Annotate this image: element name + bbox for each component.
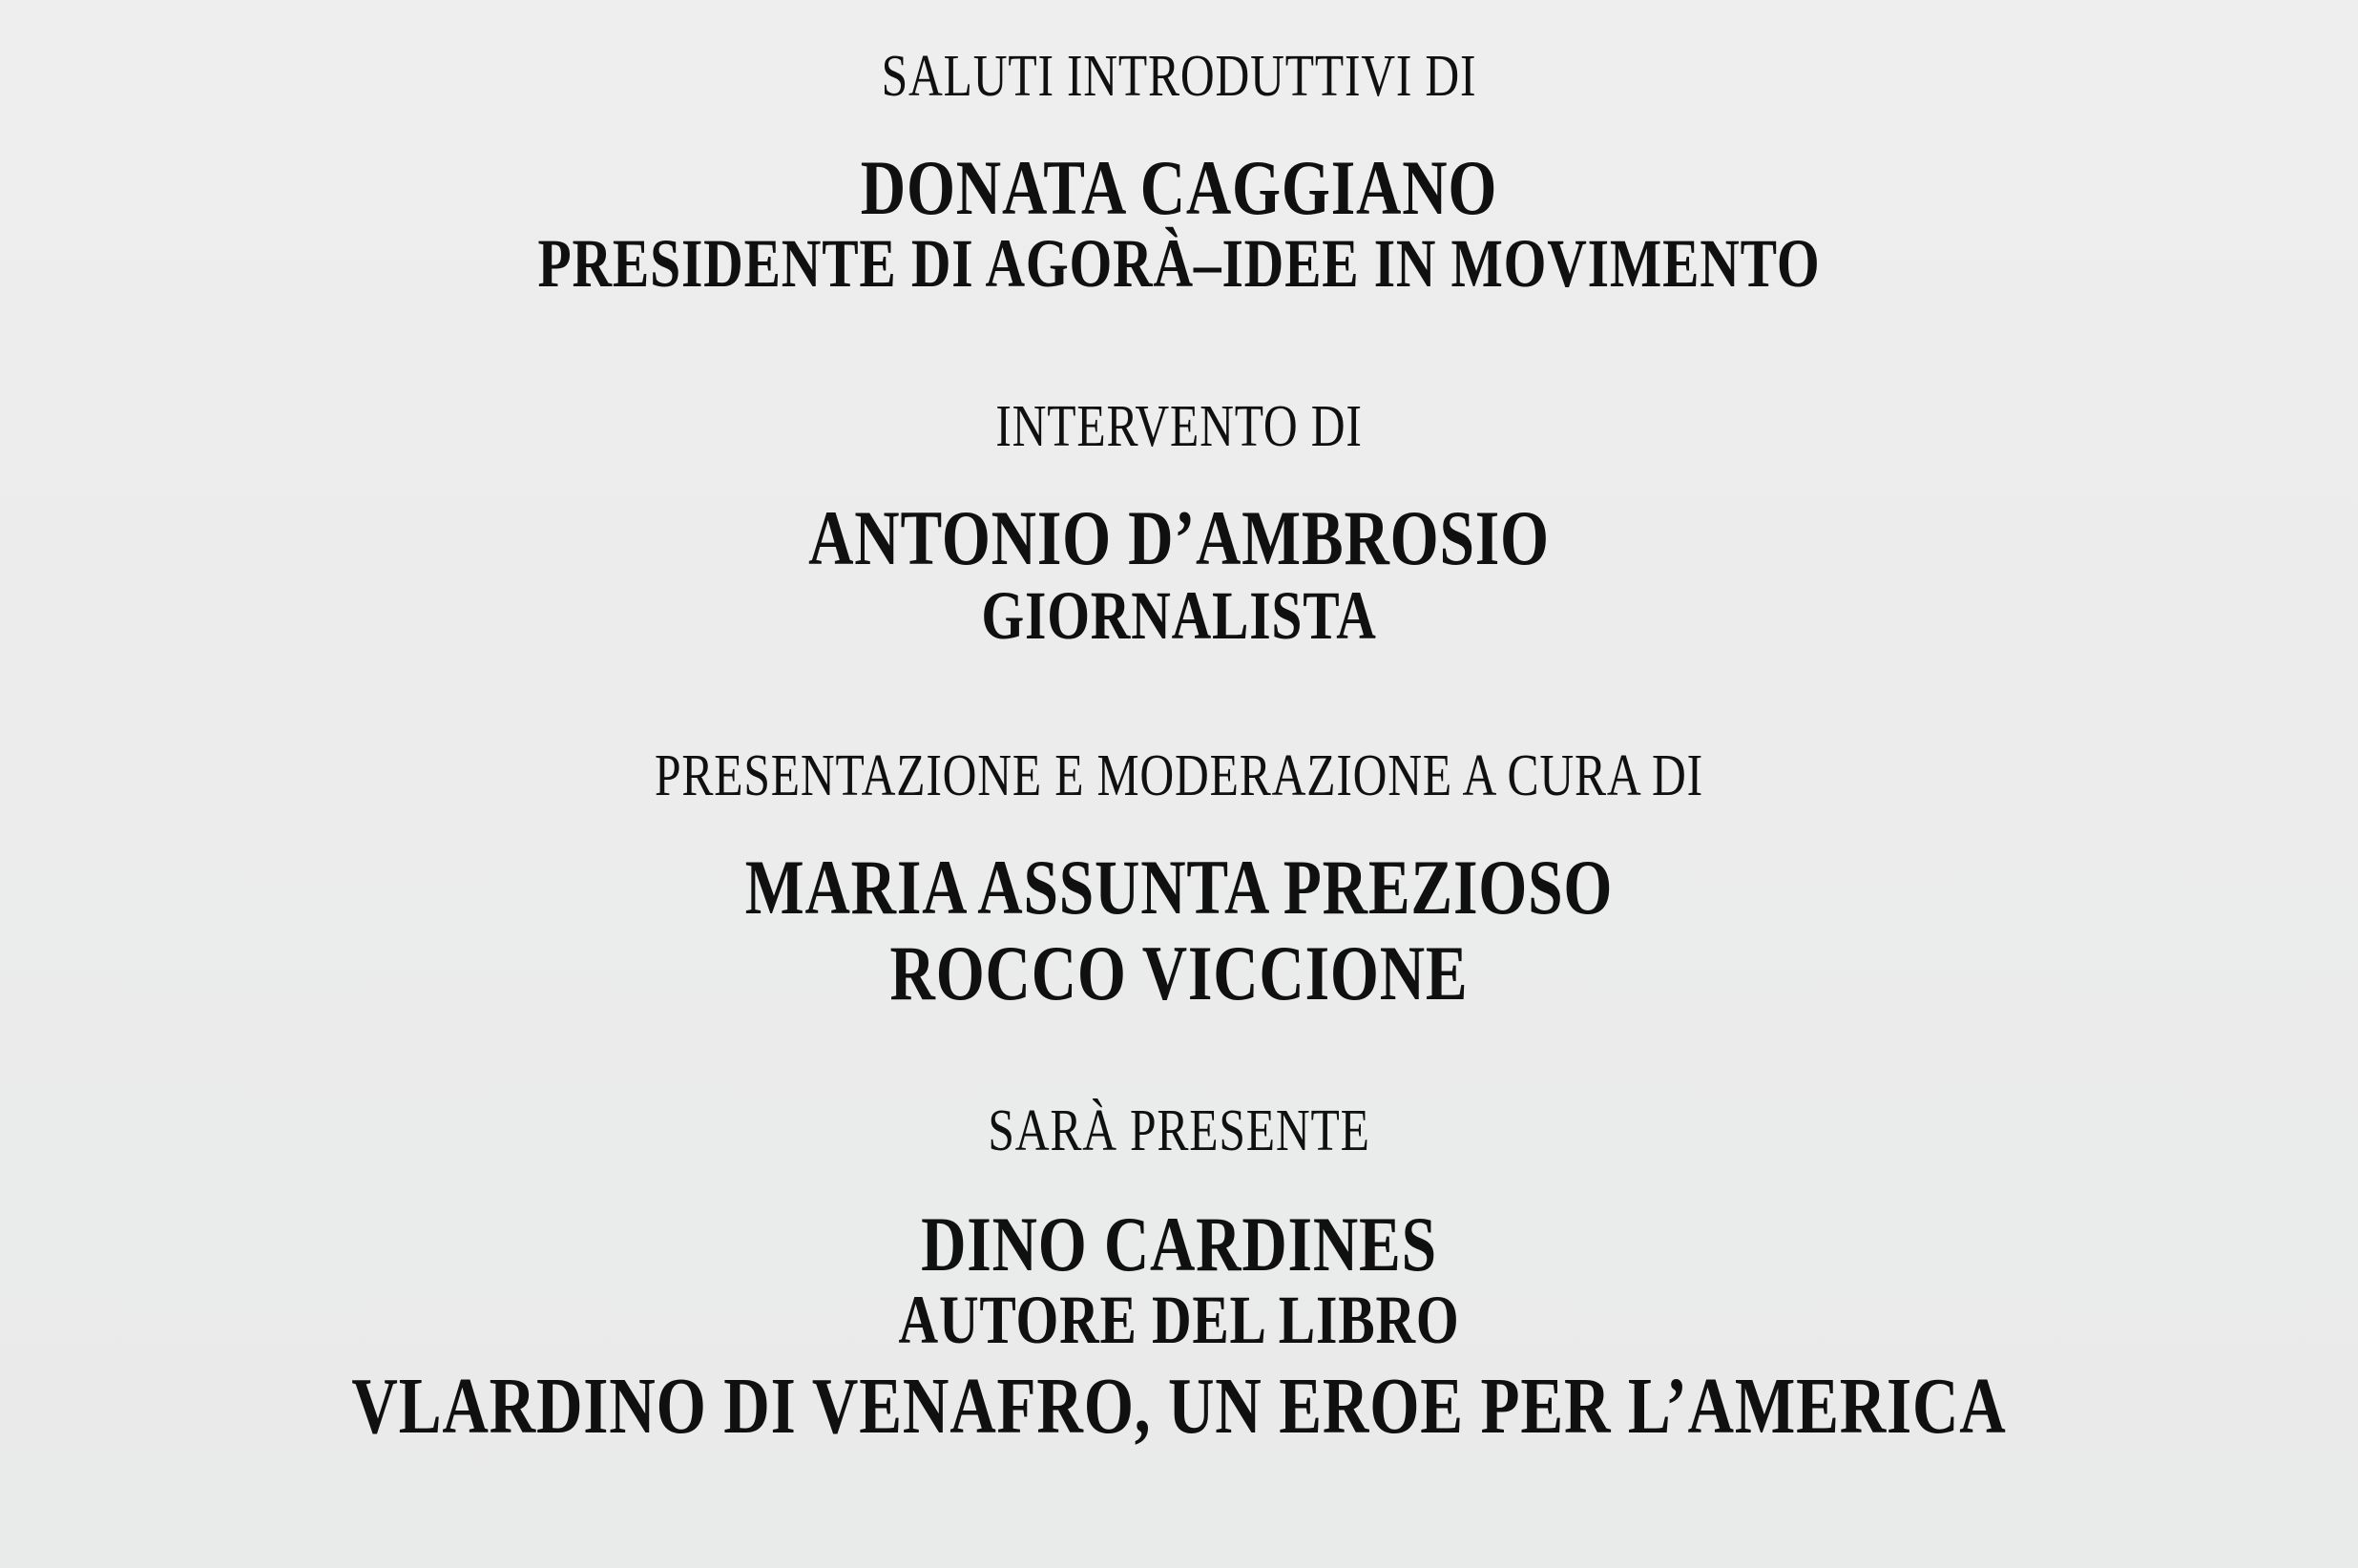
moderator-name-maria-assunta-prezioso: MARIA ASSUNTA PREZIOSO	[744, 844, 1614, 930]
moderator-name-rocco-viccione: ROCCO VICCIONE	[889, 930, 1469, 1016]
section-presence-header: SARÀ PRESENTE	[988, 1098, 1370, 1163]
author-name-dino-cardines: DINO CARDINES	[921, 1201, 1437, 1287]
speaker-name-donata-caggiano: DONATA CAGGIANO	[860, 144, 1498, 231]
speaker-role-giornalista: GIORNALISTA	[981, 577, 1377, 654]
section-greetings-header: SALUTI INTRODUTTIVI DI	[881, 44, 1477, 109]
section-intervention-header: INTERVENTO DI	[995, 394, 1363, 459]
book-title: VLARDINO DI VENAFRO, UN EROE PER L’AMERICA	[351, 1362, 2007, 1451]
speaker-name-antonio-dambrosio: ANTONIO D’AMBROSIO	[808, 494, 1550, 581]
speaker-role-presidente: PRESIDENTE DI AGORÀ–IDEE IN MOVIMENTO	[537, 225, 1821, 302]
section-presentation-header: PRESENTAZIONE E MODERAZIONE A CURA DI	[655, 743, 1703, 808]
author-role-autore-del-libro: AUTORE DEL LIBRO	[898, 1282, 1460, 1358]
